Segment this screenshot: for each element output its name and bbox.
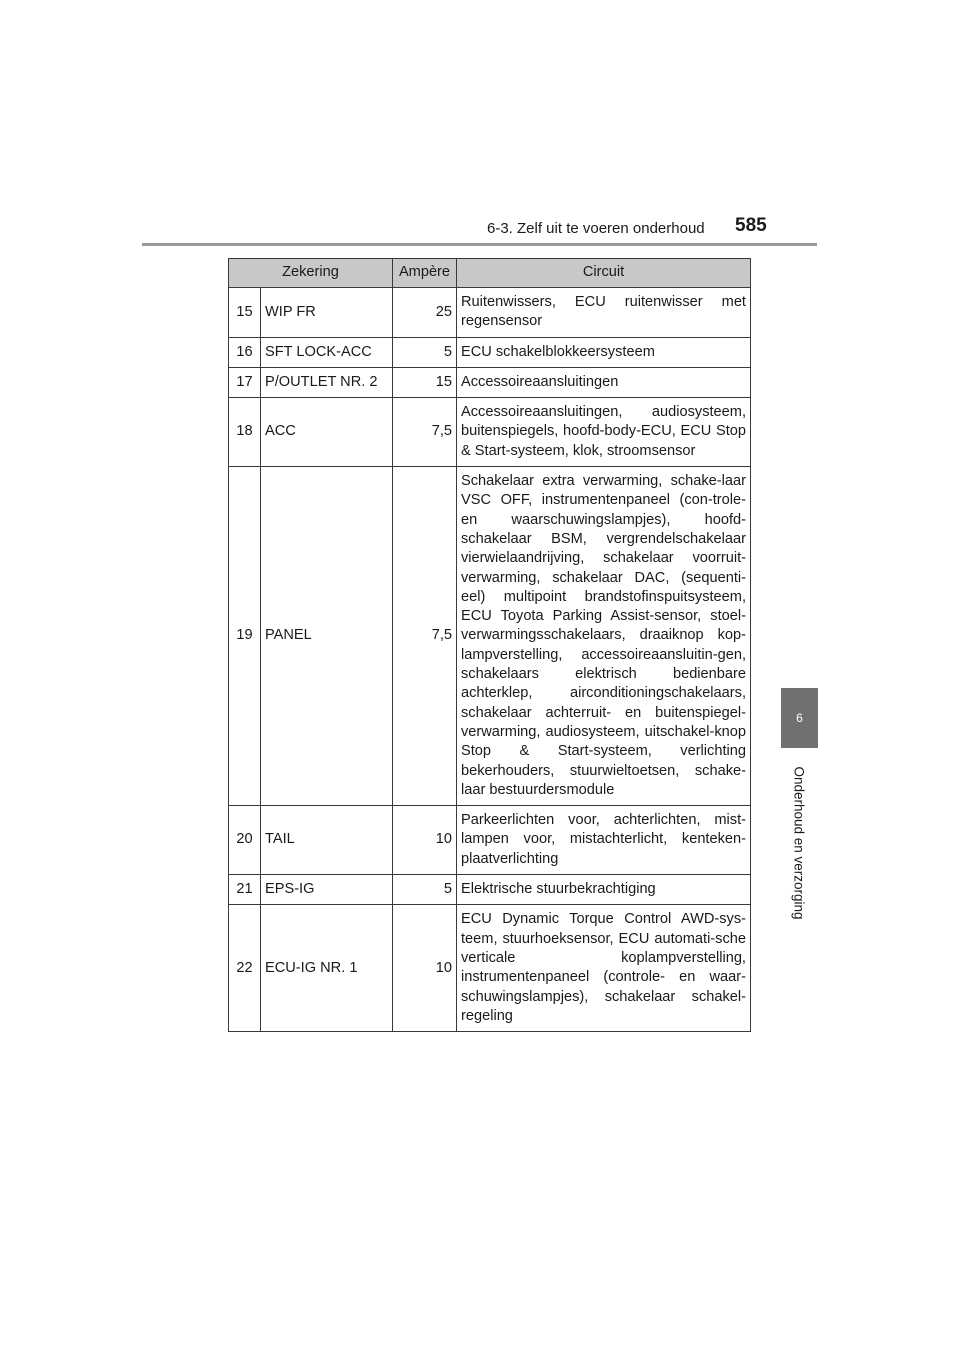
fuse-circuit: Parkeerlichten voor, achterlichten, mist-lampen voor, mistachterlicht, kenteken-plaatverlichting [457, 806, 751, 875]
chapter-tab [781, 688, 818, 748]
header-circuit: Circuit [457, 259, 751, 288]
table-row [229, 288, 751, 338]
fuse-number: 15 [229, 288, 261, 338]
fuse-name: P/OUTLET NR. 2 [261, 367, 393, 397]
fuse-ampere: 7,5 [393, 398, 457, 467]
fuse-number: 19 [229, 467, 261, 806]
table-row [229, 367, 751, 397]
table-row [229, 905, 751, 1032]
fuse-name: TAIL [261, 806, 393, 875]
chapter-title: Onderhoud en verzorging [791, 766, 807, 920]
fuse-number: 22 [229, 905, 261, 1032]
header-divider [142, 243, 817, 246]
fuse-ampere: 10 [393, 806, 457, 875]
fuse-circuit: Accessoireaansluitingen, audiosysteem, buitenspiegels, hoofd-body-ECU, ECU Stop & Start-systeem, klok, stroomsensor [457, 398, 751, 467]
fuse-name: WIP FR [261, 288, 393, 338]
fuse-number: 18 [229, 398, 261, 467]
table-header-row [229, 259, 751, 288]
fuse-name: SFT LOCK-ACC [261, 337, 393, 367]
fuse-number: 20 [229, 806, 261, 875]
header-fuse: Zekering [229, 259, 393, 288]
fuse-circuit: ECU schakelblokkeersysteem [457, 337, 751, 367]
table-row [229, 806, 751, 875]
fuse-circuit: Schakelaar extra verwarming, schake-laar VSC OFF, instrumentenpaneel (con-trole- en waarschuwingslampjes), hoofd-schakelaar BSM, vergrendelschakelaar vierwielaandrijving, schakelaar voorruit-verwarming, schakelaar DAC, (sequenti-eel) multipoint brandstofinspuitsysteem, ECU Toyota Parking Assist-sensor, stoel-verwarmingsschakelaars, draaiknop kop-lampverstelling, accessoireaansluitin-gen, schakelaars elektrisch bedienbare achterklep, airconditioningschakelaars, schakelaar achterruit- en buitenspiegel-verwarming, audiosysteem, uitschakel-knop Stop & Start-systeem, verlichting bekerhouders, stuurwieltoetsen, schake-laar bestuurdersmodule [457, 467, 751, 806]
chapter-number: 6 [796, 711, 803, 725]
table-row [229, 467, 751, 806]
fuse-ampere: 15 [393, 367, 457, 397]
fuse-name: PANEL [261, 467, 393, 806]
page-number: 585 [735, 215, 767, 236]
fuse-circuit: Elektrische stuurbekrachtiging [457, 875, 751, 905]
fuse-ampere: 5 [393, 875, 457, 905]
fuse-name: ECU-IG NR. 1 [261, 905, 393, 1032]
fuse-table [228, 258, 751, 1032]
fuse-ampere: 5 [393, 337, 457, 367]
fuse-ampere: 10 [393, 905, 457, 1032]
fuse-circuit: ECU Dynamic Torque Control AWD-sys-teem, stuurhoeksensor, ECU automati-sche verticale koplampverstelling, instrumentenpaneel (controle- en waar-schuwingslampjes), schakelaar schakel-regeling [457, 905, 751, 1032]
fuse-number: 17 [229, 367, 261, 397]
fuse-ampere: 25 [393, 288, 457, 338]
section-title: 6-3. Zelf uit te voeren onderhoud [487, 220, 705, 237]
table-row [229, 875, 751, 905]
fuse-ampere: 7,5 [393, 467, 457, 806]
fuse-name: EPS-IG [261, 875, 393, 905]
fuse-circuit: Ruitenwissers, ECU ruitenwisser met regensensor [457, 288, 751, 338]
table-row [229, 337, 751, 367]
fuse-number: 21 [229, 875, 261, 905]
header-ampere: Ampère [393, 259, 457, 288]
fuse-name: ACC [261, 398, 393, 467]
fuse-circuit: Accessoireaansluitingen [457, 367, 751, 397]
table-row [229, 398, 751, 467]
fuse-number: 16 [229, 337, 261, 367]
